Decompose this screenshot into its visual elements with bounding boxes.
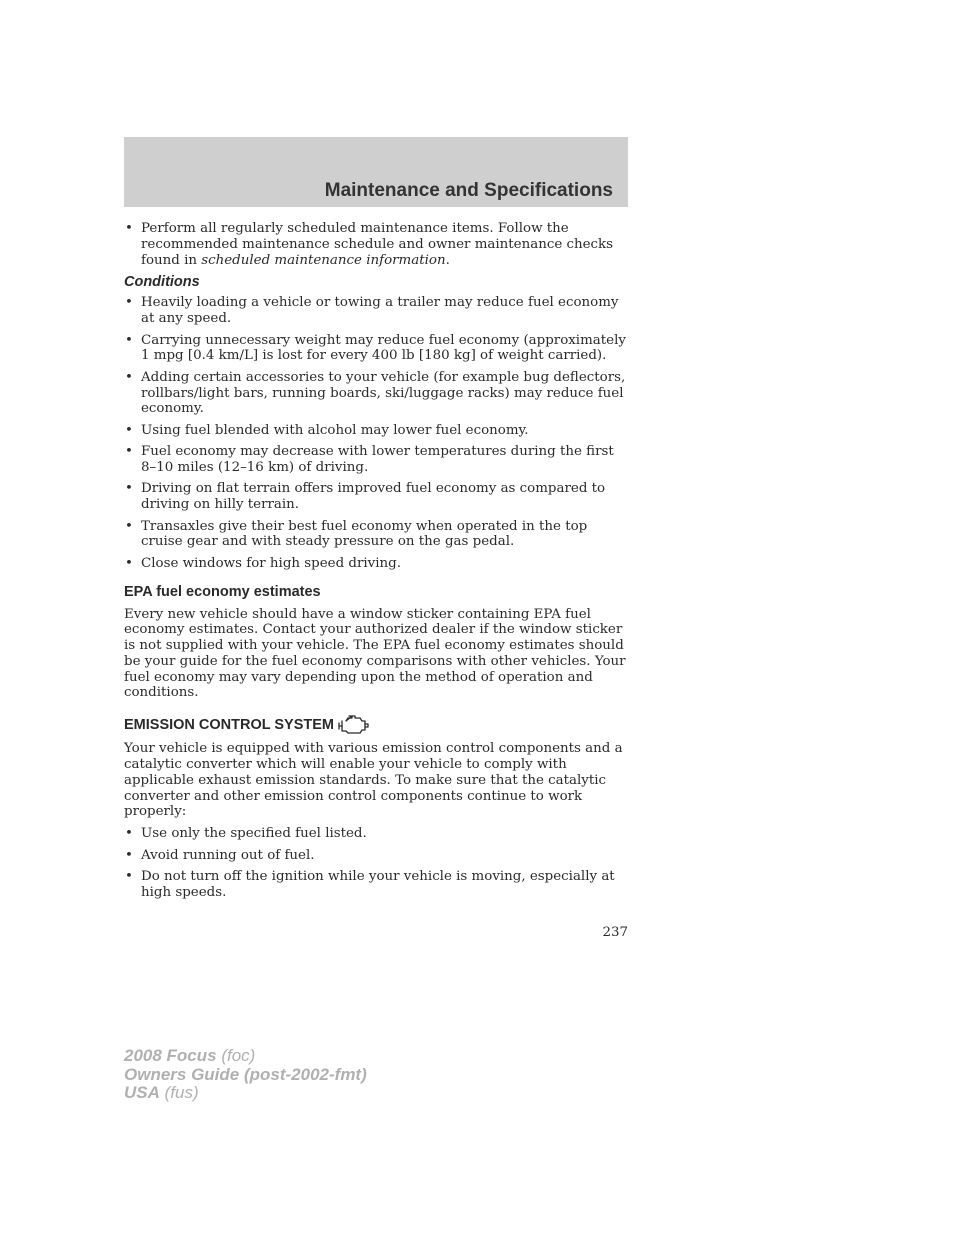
list-item: • Avoid running out of fuel. bbox=[124, 848, 630, 864]
list-item: • Driving on flat terrain offers improved fuel economy as compared to driving on hilly terrain. bbox=[124, 481, 630, 513]
engine-icon bbox=[338, 715, 370, 735]
epa-paragraph: Every new vehicle should have a window sticker containing EPA fuel economy estimates. Contact your authorized dealer if the window sticker is not supplied with your vehicle. The EPA fuel economy estimates should be your guide for the fuel economy comparisons with other vehicles. Your fuel economy may vary depending upon the method of operation and conditions. bbox=[124, 606, 626, 701]
footer-line-model: 2008 Focus (foc) bbox=[124, 1046, 256, 1065]
list-item: • Adding certain accessories to your vehicle (for example bug deflectors, rollbars/light bars, running boards, ski/luggage racks) may reduce fuel economy. bbox=[124, 370, 630, 417]
list-item bbox=[124, 221, 630, 268]
list-item: • Fuel economy may decrease with lower temperatures during the first 8–10 miles (12–16 km) of driving. bbox=[124, 444, 630, 476]
intro-bullet-list bbox=[124, 221, 630, 268]
list-item: • Use only the specified fuel listed. bbox=[124, 826, 630, 842]
list-item: • Close windows for high speed driving. bbox=[124, 556, 630, 572]
list-item: • Do not turn off the ignition while your vehicle is moving, especially at high speeds. bbox=[124, 869, 630, 901]
maintenance-info-reference: scheduled maintenance information bbox=[201, 252, 446, 268]
page-number: 237 bbox=[602, 925, 628, 940]
list-item: • Heavily loading a vehicle or towing a trailer may reduce fuel economy at any speed. bbox=[124, 295, 630, 327]
list-item: • Carrying unnecessary weight may reduce fuel economy (approximately 1 mpg [0.4 km/L] is lost for every 400 lb [180 kg] of weight carried). bbox=[124, 333, 630, 365]
document-footer bbox=[124, 1047, 367, 1103]
emission-paragraph: Your vehicle is equipped with various emission control components and a catalytic converter which will enable your vehicle to comply with applicable exhaust emission standards. To make sure that the catalytic converter and other emission control components continue to work properly: bbox=[124, 741, 623, 820]
header-band bbox=[124, 137, 628, 207]
footer-line-guide: Owners Guide (post-2002-fmt) bbox=[124, 1064, 367, 1084]
epa-heading: EPA fuel economy estimates bbox=[124, 583, 321, 600]
conditions-list bbox=[124, 295, 630, 571]
emission-heading-text: EMISSION CONTROL SYSTEM bbox=[124, 717, 335, 734]
page-content bbox=[124, 221, 630, 906]
list-item: • Transaxles give their best fuel economy when operated in the top cruise gear and with steady pressure on the gas pedal. bbox=[124, 519, 630, 551]
footer-line-market: USA (fus) bbox=[124, 1083, 199, 1102]
conditions-heading: Conditions bbox=[124, 274, 200, 291]
bullet-text: Perform all regularly scheduled maintenance items. Follow the recommended maintenance schedule and owner maintenance checks found in bbox=[141, 221, 614, 268]
emission-heading bbox=[124, 715, 630, 735]
bullet-text-end: . bbox=[445, 252, 450, 268]
emission-list bbox=[124, 826, 630, 900]
page-title: Maintenance and Specifications bbox=[324, 180, 613, 201]
list-item: • Using fuel blended with alcohol may lower fuel economy. bbox=[124, 423, 630, 439]
